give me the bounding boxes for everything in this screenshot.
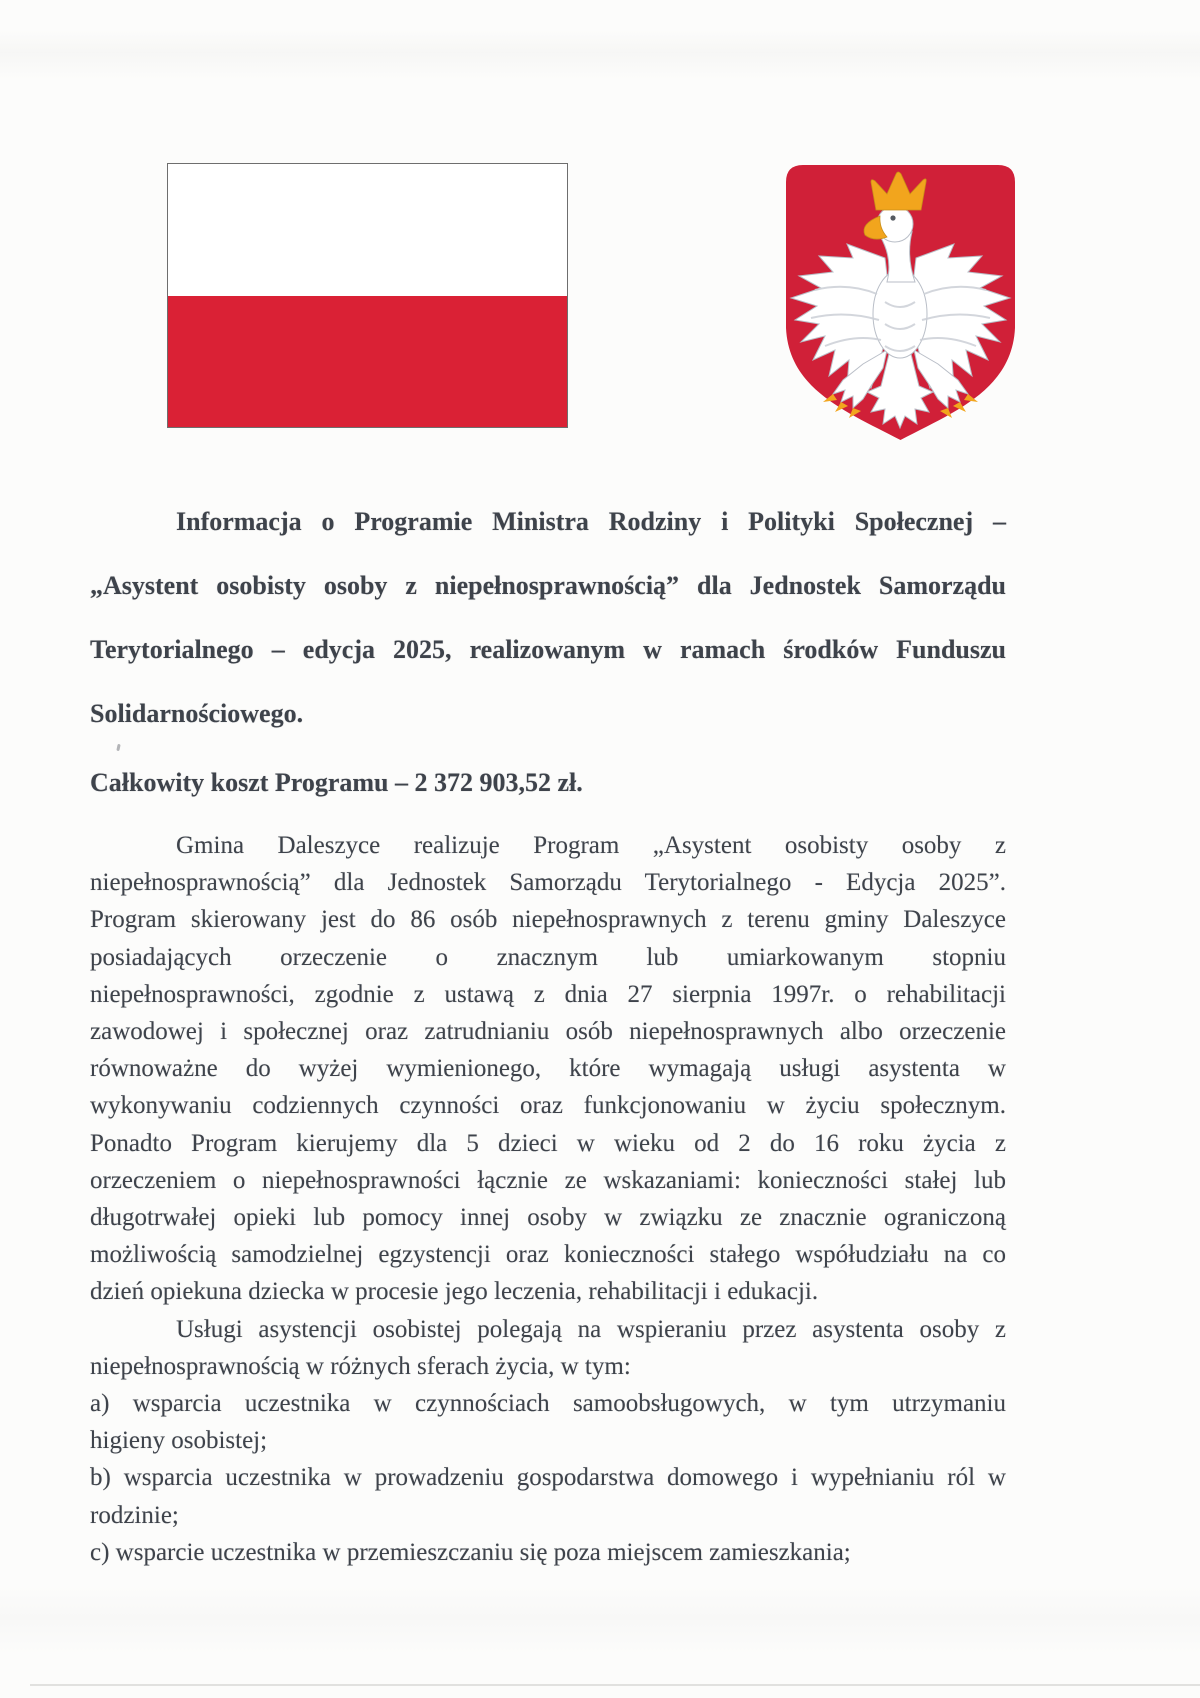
document-body	[90, 827, 1006, 1571]
text-line: długotrwałej opieki lub pomocy innej osoby w związku ze znacznie ograniczoną	[90, 1204, 1006, 1232]
text-line: „Asystent osobisty osoby z niepełnosprawnością” dla Jednostek Samorządu	[90, 571, 1006, 600]
text-line: wykonywaniu codziennych czynności oraz funkcjonowaniu w życiu społecznym.	[90, 1092, 1006, 1120]
coat-of-arms	[777, 161, 1024, 443]
program-cost-line: Całkowity koszt Programu – 2 372 903,52 zł.	[90, 768, 583, 797]
text-line: Gmina Daleszyce realizuje Program „Asystent osobisty osoby z	[176, 832, 1006, 859]
text-line: a) wsparcia uczestnika w czynnościach samoobsługowych, w tym utrzymaniu	[90, 1390, 1006, 1418]
scan-artifact-top	[0, 30, 1200, 80]
text-line: rodzinie;	[90, 1501, 179, 1529]
text-line: Terytorialnego – edycja 2025, realizowanym w ramach środków Funduszu	[90, 635, 1006, 664]
scan-artifact-bottom-line	[30, 1684, 1200, 1686]
document-title	[90, 490, 1006, 746]
text-line: b) wsparcia uczestnika w prowadzeniu gospodarstwa domowego i wypełnianiu ról w	[90, 1464, 1006, 1492]
text-line: Ponadto Program kierujemy dla 5 dzieci w wieku od 2 do 16 roku życia z	[90, 1129, 1006, 1157]
text-line: Solidarnościowego.	[90, 699, 304, 728]
eagle-eye	[890, 215, 895, 220]
text-line: niepełnosprawnością” dla Jednostek Samorządu Terytorialnego - Edycja 2025”.	[90, 869, 1006, 897]
text-line: zawodowej i społecznej oraz zatrudnianiu osób niepełnosprawnych albo orzeczenie	[90, 1018, 1006, 1046]
text-line: Usługi asystencji osobistej polegają na wspieraniu przez asystenta osoby z	[176, 1315, 1006, 1343]
text-line: niepełnosprawności, zgodnie z ustawą z dnia 27 sierpnia 1997r. o rehabilitacji	[90, 980, 1006, 1008]
flag-white-stripe	[168, 164, 567, 296]
text-line: równoważne do wyżej wymienionego, które wymagają usługi asystenta w	[90, 1055, 1006, 1083]
text-line: higieny osobistej;	[90, 1427, 268, 1455]
scan-artifact-bottom	[0, 1585, 1200, 1655]
flag-red-stripe	[168, 296, 567, 428]
text-line: c) wsparcie uczestnika w przemieszczaniu się poza miejscem zamieszkania;	[90, 1538, 851, 1566]
text-line: niepełnosprawnością w różnych sferach życia, w tym:	[90, 1352, 631, 1380]
eagle-body	[873, 270, 927, 358]
text-line: Informacja o Programie Ministra Rodziny i Polityki Społecznej –	[176, 507, 1006, 536]
poland-flag	[167, 163, 568, 428]
text-line: posiadających orzeczenie o znacznym lub umiarkowanym stopniu	[90, 943, 1006, 971]
text-line: możliwością samodzielnej egzystencji oraz konieczności stałego współudziału na co	[90, 1241, 1006, 1269]
text-line: orzeczeniem o niepełnosprawności łącznie ze wskazaniami: konieczności stałej lub	[90, 1166, 1006, 1194]
text-line: Program skierowany jest do 86 osób niepełnosprawnych z terenu gminy Daleszyce	[90, 906, 1006, 934]
text-line: dzień opiekuna dziecka w procesie jego leczenia, rehabilitacji i edukacji.	[90, 1278, 819, 1306]
